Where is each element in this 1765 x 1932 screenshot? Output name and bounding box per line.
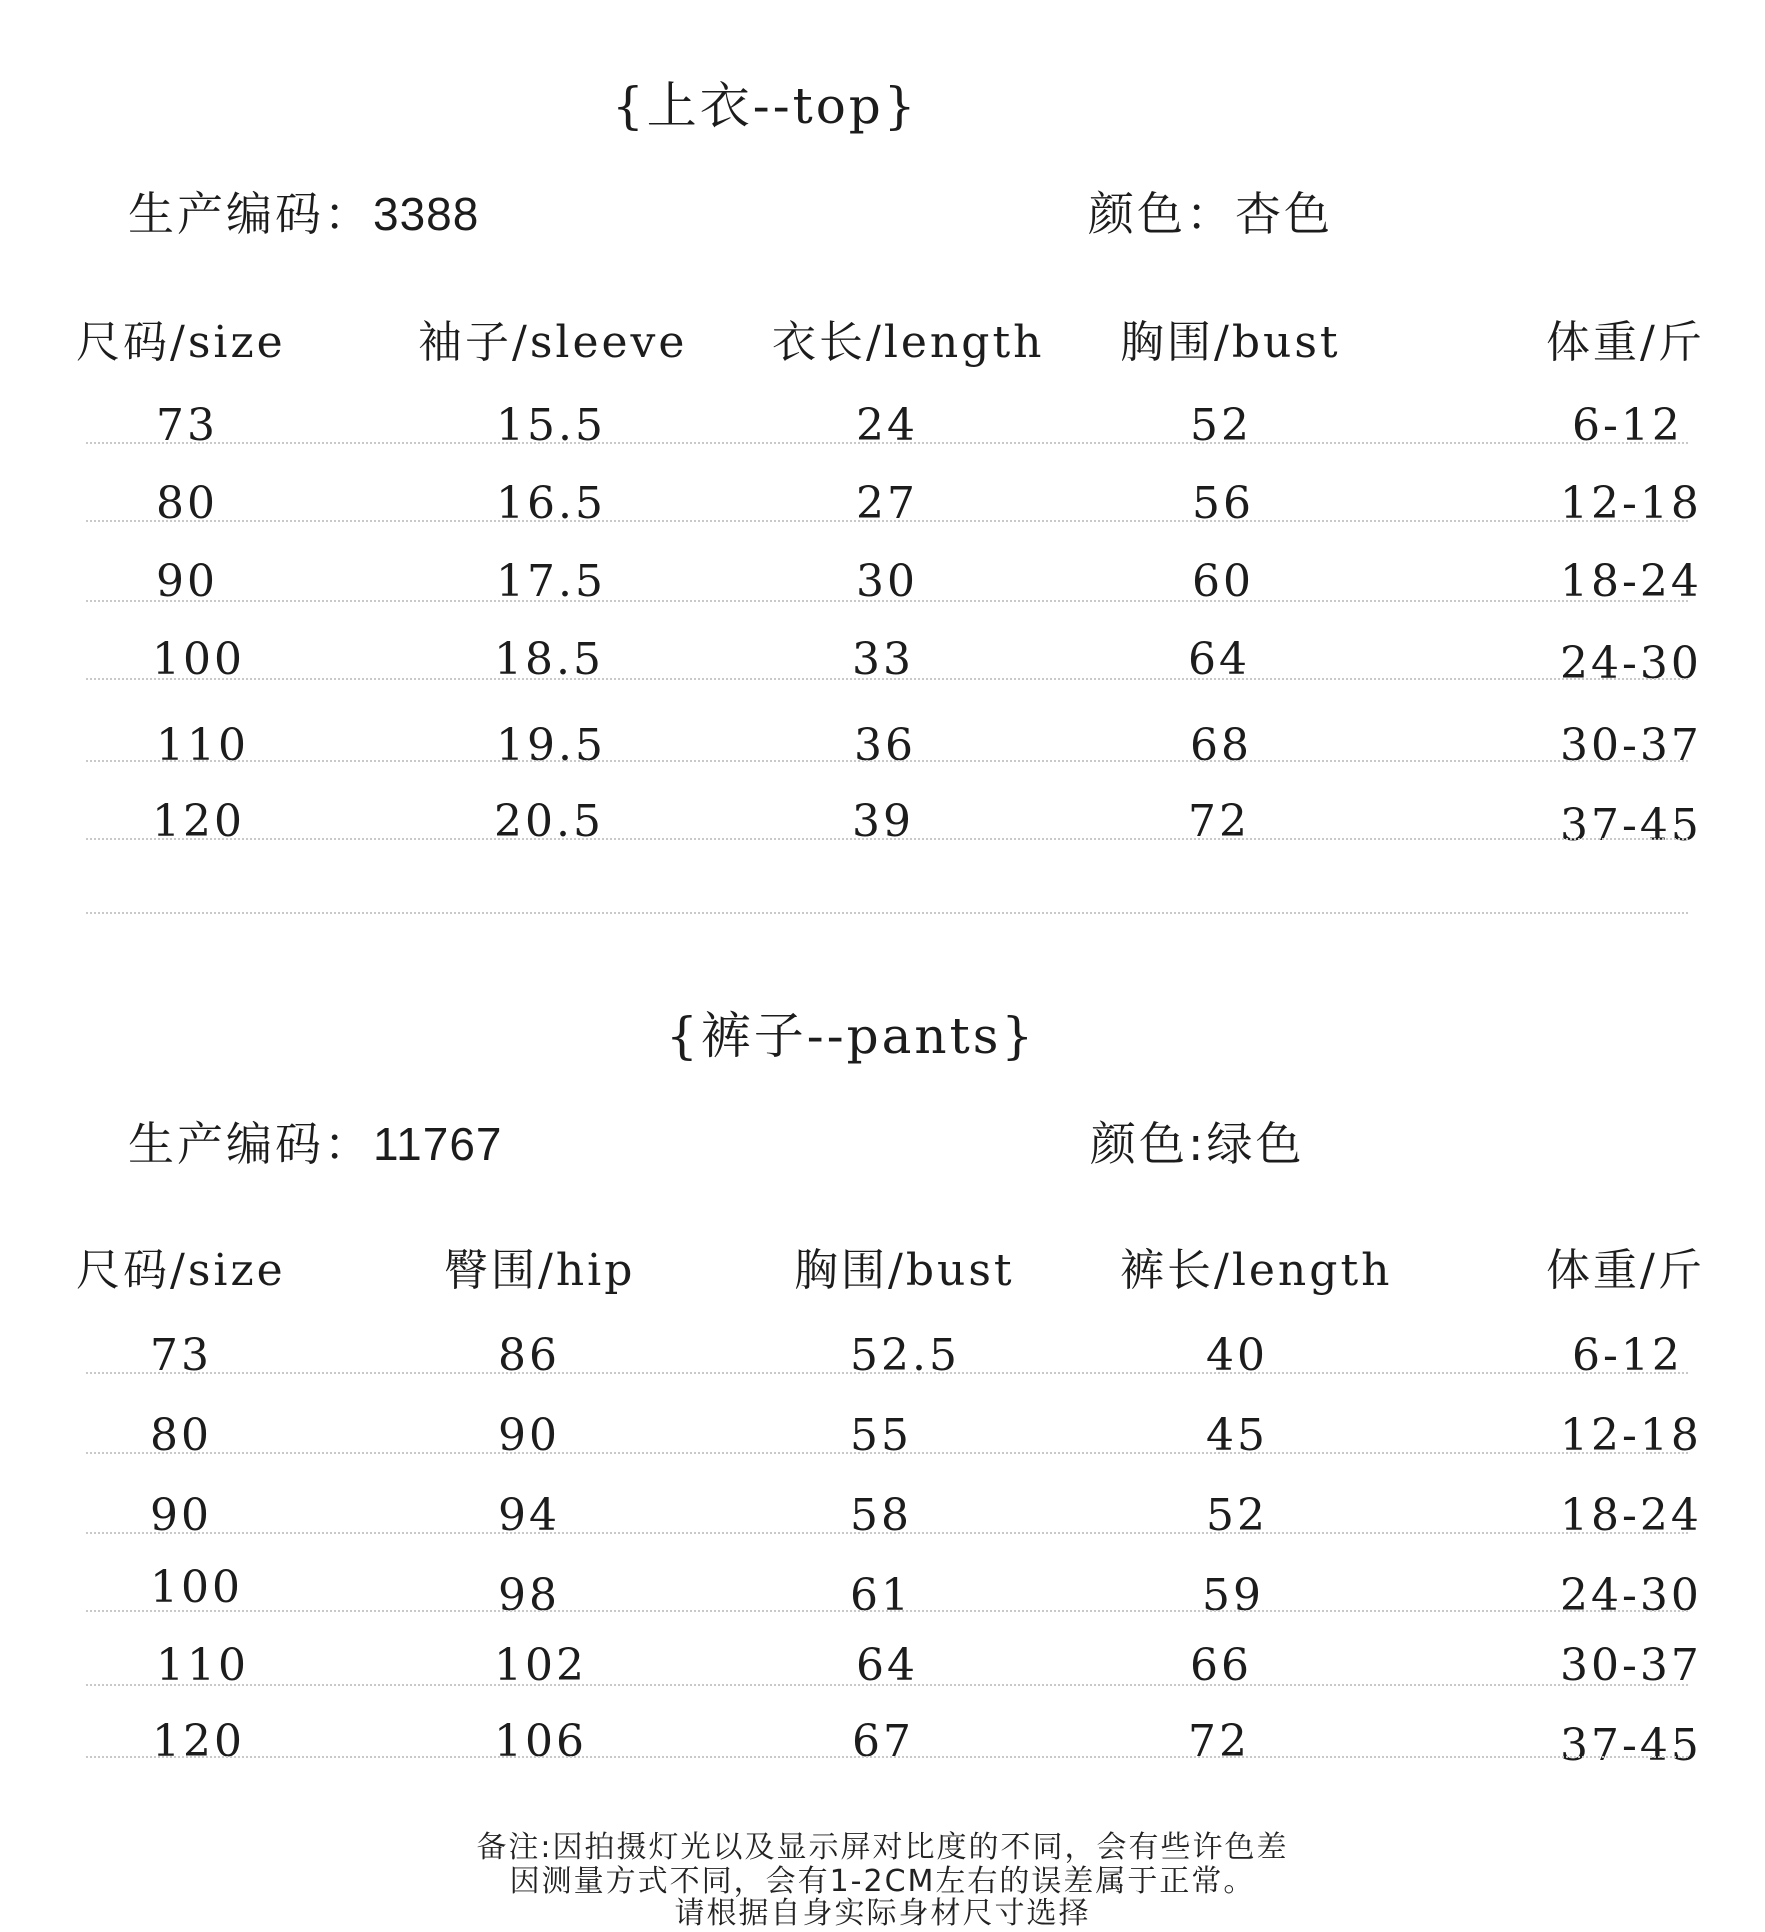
table-cell: 37-45 <box>1560 1720 1702 1771</box>
table-cell: 120 <box>152 796 245 847</box>
table-cell: 6-12 <box>1572 1330 1683 1381</box>
table-cell: 64 <box>856 1640 918 1691</box>
table-cell: 52 <box>1190 400 1252 451</box>
row-divider <box>86 442 1688 444</box>
table-cell: 94 <box>498 1490 560 1541</box>
table-cell: 30 <box>856 556 918 607</box>
pants-color-value: 绿色 <box>1206 1117 1305 1171</box>
table-cell: 86 <box>498 1330 560 1381</box>
table-cell: 100 <box>152 634 245 685</box>
pants-color-label: 颜色: <box>1090 1117 1207 1171</box>
note-line-3: 请根据自身实际身材尺寸选择 <box>674 1896 1091 1931</box>
table-cell: 18.5 <box>494 634 604 685</box>
table-cell: 19.5 <box>496 720 606 771</box>
top-section-title: {上衣--top} <box>612 77 919 135</box>
top-production-code <box>128 178 479 244</box>
table-cell: 24 <box>856 400 918 451</box>
table-cell: 36 <box>854 720 916 771</box>
table-cell: 80 <box>156 478 218 529</box>
pants-col-weight: 体重/斤 <box>1546 1245 1705 1296</box>
table-cell: 55 <box>850 1410 912 1461</box>
table-cell: 64 <box>1188 634 1250 685</box>
pants-col-size: 尺码/size <box>76 1245 286 1296</box>
table-cell: 73 <box>156 400 218 451</box>
top-col-length: 衣长/length <box>772 317 1045 368</box>
top-color-value: 杏色 <box>1235 187 1333 241</box>
note-line-1: 备注:因拍摄灯光以及显示屏对比度的不同，会有些许色差 <box>476 1830 1289 1865</box>
table-cell: 30-37 <box>1560 720 1702 771</box>
table-cell: 80 <box>150 1410 212 1461</box>
table-cell: 102 <box>494 1640 587 1691</box>
table-cell: 12-18 <box>1560 478 1702 529</box>
table-cell: 40 <box>1206 1330 1268 1381</box>
top-col-sleeve: 袖子/sleeve <box>418 317 688 368</box>
table-cell: 24-30 <box>1560 1570 1702 1621</box>
table-cell: 67 <box>852 1716 914 1767</box>
pants-code-label: 生产编码： <box>128 1117 373 1171</box>
row-divider <box>86 1684 1688 1686</box>
row-divider <box>86 600 1688 602</box>
table-cell: 110 <box>156 1640 249 1691</box>
table-cell: 61 <box>850 1570 912 1621</box>
top-col-size: 尺码/size <box>76 317 286 368</box>
section-divider <box>86 912 1688 914</box>
table-cell: 17.5 <box>496 556 606 607</box>
table-cell: 68 <box>1190 720 1252 771</box>
top-col-weight: 体重/斤 <box>1546 317 1705 368</box>
table-cell: 106 <box>494 1716 587 1767</box>
row-divider <box>86 1532 1688 1534</box>
note-line-2: 因测量方式不同，会有1-2CM左右的误差属于正常。 <box>509 1864 1256 1899</box>
table-cell: 120 <box>152 1716 245 1767</box>
pants-color <box>1090 1108 1305 1174</box>
table-cell: 16.5 <box>496 478 606 529</box>
table-cell: 30-37 <box>1560 1640 1702 1691</box>
pants-col-hip: 臀围/hip <box>444 1245 636 1296</box>
table-cell: 24-30 <box>1560 638 1702 689</box>
table-cell: 20.5 <box>494 796 604 847</box>
table-cell: 52.5 <box>850 1330 960 1381</box>
table-cell: 37-45 <box>1560 800 1702 851</box>
table-cell: 52 <box>1206 1490 1268 1541</box>
table-cell: 12-18 <box>1560 1410 1702 1461</box>
pants-production-code <box>128 1108 503 1174</box>
table-cell: 90 <box>150 1490 212 1541</box>
table-cell: 98 <box>498 1570 560 1621</box>
table-cell: 58 <box>850 1490 912 1541</box>
pants-section-title: {裤子--pants} <box>666 1007 1037 1065</box>
row-divider <box>86 1756 1688 1758</box>
row-divider <box>86 678 1688 680</box>
top-color-label: 颜色： <box>1088 187 1235 241</box>
row-divider <box>86 838 1688 840</box>
table-cell: 33 <box>852 634 914 685</box>
table-cell: 66 <box>1190 1640 1252 1691</box>
row-divider <box>86 1610 1688 1612</box>
table-cell: 100 <box>150 1562 243 1613</box>
table-cell: 39 <box>852 796 914 847</box>
pants-col-bust: 胸围/bust <box>794 1245 1015 1296</box>
table-cell: 72 <box>1188 1716 1250 1767</box>
table-cell: 90 <box>498 1410 560 1461</box>
table-cell: 18-24 <box>1560 1490 1702 1541</box>
table-cell: 59 <box>1202 1570 1264 1621</box>
table-cell: 18-24 <box>1560 556 1702 607</box>
table-cell: 56 <box>1192 478 1254 529</box>
top-code-label: 生产编码： <box>128 187 373 241</box>
table-cell: 90 <box>156 556 218 607</box>
pants-col-length: 裤长/length <box>1120 1245 1393 1296</box>
top-color <box>1088 178 1333 244</box>
table-cell: 60 <box>1192 556 1254 607</box>
table-cell: 73 <box>150 1330 212 1381</box>
row-divider <box>86 1372 1688 1374</box>
row-divider <box>86 520 1688 522</box>
table-cell: 45 <box>1206 1410 1268 1461</box>
table-cell: 110 <box>156 720 249 771</box>
pants-code-value: 11767 <box>373 1118 503 1170</box>
table-cell: 6-12 <box>1572 400 1683 451</box>
table-cell: 27 <box>856 478 918 529</box>
table-cell: 15.5 <box>496 400 606 451</box>
top-col-bust: 胸围/bust <box>1120 317 1341 368</box>
table-cell: 72 <box>1188 796 1250 847</box>
top-code-value: 3388 <box>373 188 480 240</box>
row-divider <box>86 760 1688 762</box>
row-divider <box>86 1452 1688 1454</box>
